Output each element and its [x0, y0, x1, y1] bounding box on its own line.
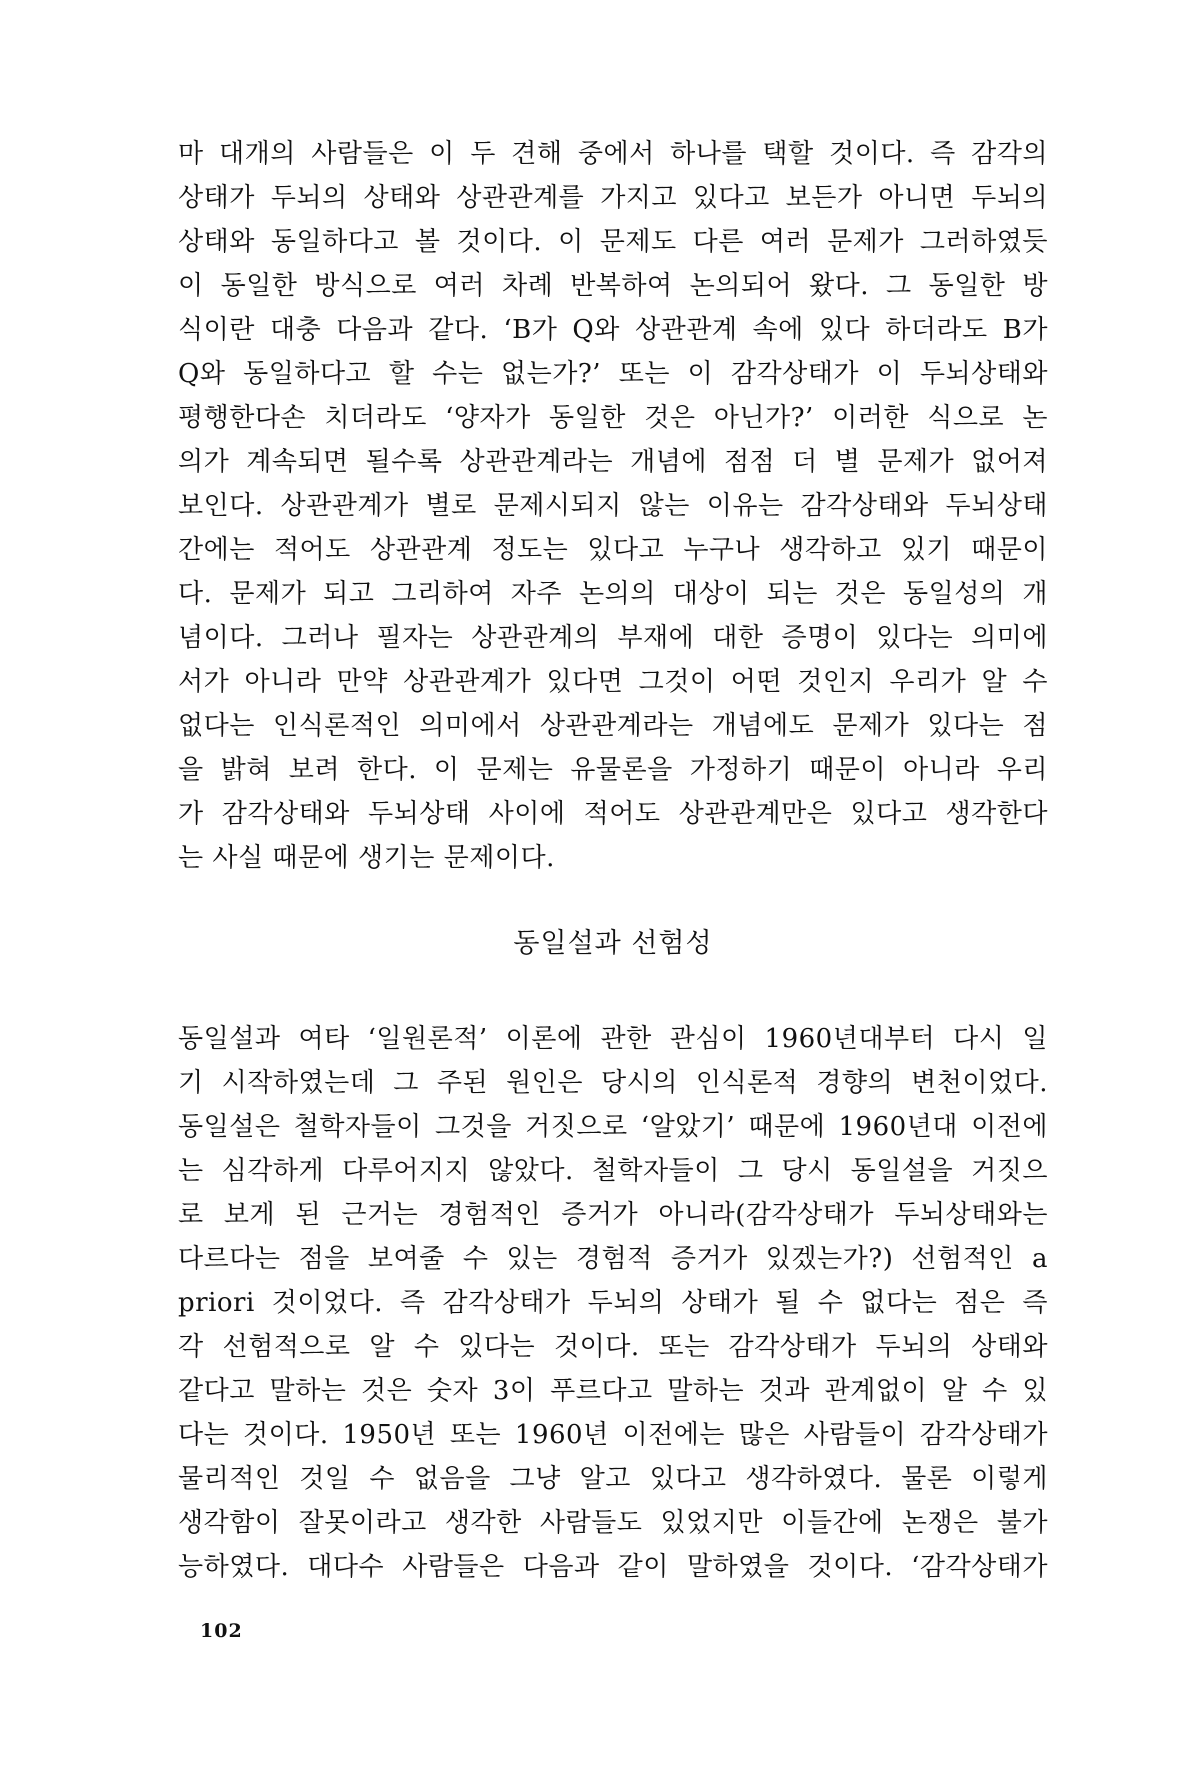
paragraph-2-line: 다르다는 점을 보여줄 수 있는 경험적 증거가 있겠는가?) 선험적인 a	[178, 1244, 1048, 1274]
paragraph-2-line: 는 심각하게 다루어지지 않았다. 철학자들이 그 당시 동일설을 거짓으	[178, 1156, 1048, 1186]
paragraph-2-line: 같다고 말하는 것은 숫자 3이 푸르다고 말하는 것과 관계없이 알 수 있	[178, 1376, 1048, 1406]
paragraph-2-line: 동일설은 철학자들이 그것을 거짓으로 ‘알았기’ 때문에 1960년대 이전에	[178, 1112, 1048, 1142]
paragraph-1	[178, 132, 1048, 880]
paragraph-1-line: 간에는 적어도 상관관계 정도는 있다고 누구나 생각하고 있기 때문이	[178, 535, 1048, 565]
paragraph-2-line: priori 것이었다. 즉 감각상태가 두뇌의 상태가 될 수 없다는 점은 즉	[178, 1288, 1048, 1318]
paragraph-1-line: 상태가 두뇌의 상태와 상관관계를 가지고 있다고 보든가 아니면 두뇌의	[178, 183, 1048, 213]
paragraph-1-line: 이 동일한 방식으로 여러 차례 반복하여 논의되어 왔다. 그 동일한 방	[178, 271, 1048, 301]
paragraph-2-line: 능하였다. 대다수 사람들은 다음과 같이 말하였을 것이다. ‘감각상태가	[178, 1552, 1048, 1582]
paragraph-2-line: 각 선험적으로 알 수 있다는 것이다. 또는 감각상태가 두뇌의 상태와	[178, 1332, 1048, 1362]
paragraph-1-line: 없다는 인식론적인 의미에서 상관관계라는 개념에도 문제가 있다는 점	[178, 711, 1048, 741]
page-number: 102	[200, 1620, 243, 1642]
paragraph-1-line: 가 감각상태와 두뇌상태 사이에 적어도 상관관계만은 있다고 생각한다	[178, 799, 1048, 829]
paragraph-2-line: 기 시작하였는데 그 주된 원인은 당시의 인식론적 경향의 변천이었다.	[178, 1068, 1048, 1098]
paragraph-2-line: 동일설과 여타 ‘일원론적’ 이론에 관한 관심이 1960년대부터 다시 일	[178, 1024, 1048, 1054]
paragraph-1-line: 는 사실 때문에 생기는 문제이다.	[178, 843, 555, 873]
paragraph-1-line: 평행한다손 치더라도 ‘양자가 동일한 것은 아닌가?’ 이러한 식으로 논	[178, 403, 1048, 433]
paragraph-2-line: 생각함이 잘못이라고 생각한 사람들도 있었지만 이들간에 논쟁은 불가	[178, 1508, 1048, 1538]
paragraph-1-line: 상태와 동일하다고 볼 것이다. 이 문제도 다른 여러 문제가 그러하였듯	[178, 227, 1048, 257]
paragraph-1-line: 을 밝혀 보려 한다. 이 문제는 유물론을 가정하기 때문이 아니라 우리	[178, 755, 1048, 785]
paragraph-1-line: 다. 문제가 되고 그리하여 자주 논의의 대상이 되는 것은 동일성의 개	[178, 579, 1048, 609]
paragraph-1-line: 보인다. 상관관계가 별로 문제시되지 않는 이유는 감각상태와 두뇌상태	[178, 491, 1048, 521]
paragraph-2-line: 로 보게 된 근거는 경험적인 증거가 아니라(감각상태가 두뇌상태와는	[178, 1200, 1048, 1230]
paragraph-1-line: Q와 동일하다고 할 수는 없는가?’ 또는 이 감각상태가 이 두뇌상태와	[178, 359, 1048, 389]
paragraph-1-line: 념이다. 그러나 필자는 상관관계의 부재에 대한 증명이 있다는 의미에	[178, 623, 1048, 653]
paragraph-2-line: 물리적인 것일 수 없음을 그냥 알고 있다고 생각하였다. 물론 이렇게	[178, 1464, 1048, 1494]
paragraph-2-line: 다는 것이다. 1950년 또는 1960년 이전에는 많은 사람들이 감각상태가	[178, 1420, 1048, 1450]
paragraph-1-line: 식이란 대충 다음과 같다. ‘B가 Q와 상관관계 속에 있다 하더라도 B가	[178, 315, 1048, 345]
paragraph-2	[178, 1017, 1048, 1589]
paragraph-1-line: 의가 계속되면 될수록 상관관계라는 개념에 점점 더 별 문제가 없어져	[178, 447, 1048, 477]
paragraph-1-line: 서가 아니라 만약 상관관계가 있다면 그것이 어떤 것인지 우리가 알 수	[178, 667, 1048, 697]
paragraph-1-line: 마 대개의 사람들은 이 두 견해 중에서 하나를 택할 것이다. 즉 감각의	[178, 139, 1048, 169]
section-heading: 동일설과 선험성	[513, 928, 713, 959]
